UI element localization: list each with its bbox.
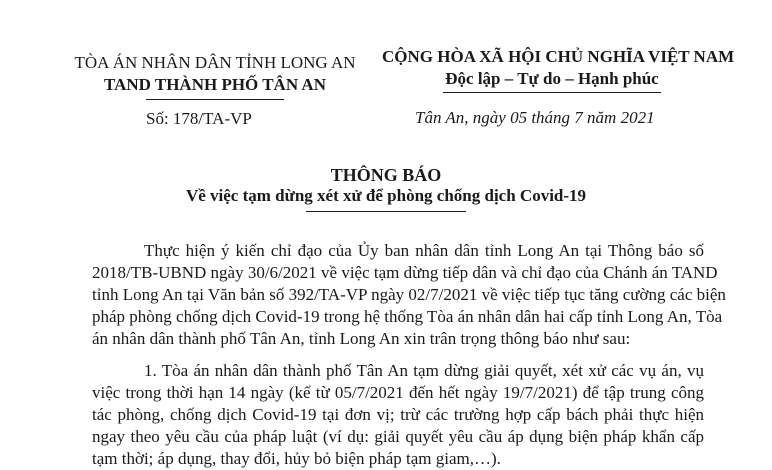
agency-underline — [146, 99, 284, 100]
document-body — [92, 240, 726, 470]
document-title: THÔNG BÁO — [330, 165, 442, 185]
nation-name: CỘNG HÒA XÃ HỘI CHỦ NGHĨA VIỆT NAM — [382, 47, 735, 66]
national-motto: Độc lập – Tự do – Hạnh phúc — [445, 69, 659, 88]
issuing-agency: TAND THÀNH PHỐ TÂN AN — [104, 75, 326, 94]
motto-underline — [443, 92, 661, 93]
issuing-agency-block — [50, 52, 380, 100]
parent-agency: TÒA ÁN NHÂN DÂN TỈNH LONG AN — [74, 53, 356, 72]
document-number: Số: 178/TA-VP — [146, 109, 252, 128]
paragraph-1-line: 2018/TB-UBND ngày 30/6/2021 về việc tạm dừng tiếp dân và chỉ đạo của Chánh án TAND — [92, 263, 718, 282]
paragraph-1-line: án nhân dân thành phố Tân An, tỉnh Long An xin trân trọng thông báo như sau: — [92, 329, 631, 348]
place-date: Tân An, ngày 05 tháng 7 năm 2021 — [415, 108, 655, 127]
paragraph-2-line: tác phòng, chống dịch Covid-19 tại đơn vị; trừ các trường hợp cấp bách phải thực hiện — [92, 405, 704, 424]
paragraph-1-line: Thực hiện ý kiến chỉ đạo của Ủy ban nhân dân tỉnh Long An tại Thông báo số — [144, 241, 704, 260]
subtitle-underline — [306, 211, 466, 212]
paragraph-1-line: pháp phòng chống dịch Covid-19 trong hệ thống Tòa án nhân dân hai cấp tỉnh Long An, Tòa — [92, 307, 723, 326]
paragraph-2-line: tạm thời; áp dụng, thay đổi, hủy bỏ biện pháp tạm giam,…). — [92, 449, 501, 468]
paragraph-2-line: việc trong thời hạn 14 ngày (kể từ 05/7/2021 đến hết ngày 19/7/2021) để tập trung công — [92, 383, 704, 402]
document-subtitle: Về việc tạm dừng xét xử để phòng chống dịch Covid-19 — [185, 186, 587, 205]
paragraph-2-line: ngay theo yêu cầu của pháp luật (ví dụ: giải quyết yêu cầu áp dụng biện pháp khẩn cấp — [92, 427, 704, 446]
paragraph-2-line: 1. Tòa án nhân dân thành phố Tân An tạm dừng giải quyết, xét xử các vụ án, vụ — [144, 361, 704, 380]
paragraph-1-line: tỉnh Long An tại Văn bản số 392/TA-VP ngày 02/7/2021 về việc tiếp tục tăng cường các biện — [92, 285, 726, 304]
national-header-block — [382, 46, 735, 93]
document-subtitle-block — [0, 186, 772, 212]
